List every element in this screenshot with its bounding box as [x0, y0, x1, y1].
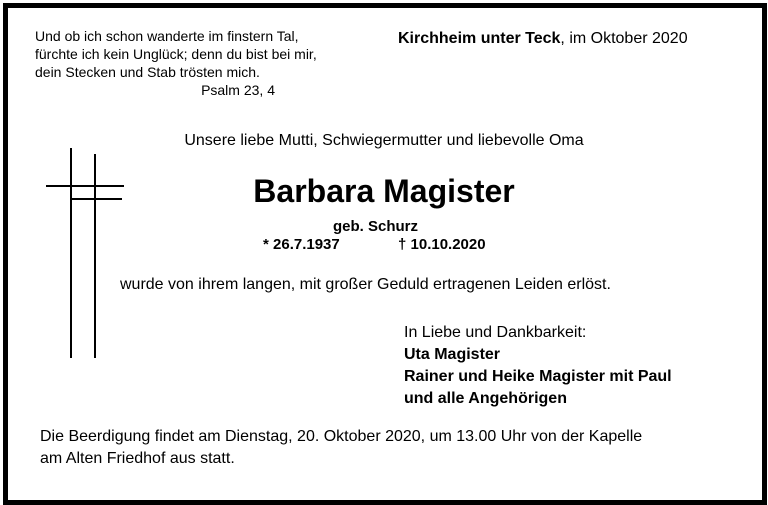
funeral-info — [40, 426, 642, 470]
psalm-line: fürchte ich kein Unglück; denn du bist bei mir, — [35, 46, 317, 62]
funeral-line: Die Beerdigung findet am Dienstag, 20. Oktober 2020, um 13.00 Uhr von der Kapelle — [40, 428, 643, 445]
psalm-quote — [35, 27, 355, 99]
mourner-name: Uta Magister — [404, 346, 501, 363]
mourners-block — [404, 322, 672, 410]
mourners-intro: In Liebe und Dankbarkeit: — [404, 324, 587, 341]
release-text: wurde von ihrem langen, mit großer Geduld ertragenen Leiden erlöst. — [120, 276, 611, 293]
birth-date: * 26.7.1937 — [263, 236, 340, 253]
place-name: Kirchheim unter Teck — [398, 30, 561, 47]
death-date: † 10.10.2020 — [398, 236, 486, 253]
maiden-name: geb. Schurz — [333, 218, 419, 235]
psalm-line: dein Stecken und Stab trösten mich. — [35, 64, 260, 80]
psalm-reference: Psalm 23, 4 — [201, 82, 275, 98]
place-and-date — [398, 30, 688, 48]
psalm-line: Und ob ich schon wanderte im finstern Tal, — [35, 28, 299, 44]
mourner-name: Rainer und Heike Magister mit Paul — [404, 368, 672, 385]
funeral-line: am Alten Friedhof aus statt. — [40, 450, 235, 467]
relationship-intro: Unsere liebe Mutti, Schwiegermutter und liebevolle Oma — [184, 132, 584, 149]
mourner-name: und alle Angehörigen — [404, 390, 567, 407]
notice-date: , im Oktober 2020 — [560, 30, 688, 47]
deceased-name: Barbara Magister — [253, 173, 515, 209]
